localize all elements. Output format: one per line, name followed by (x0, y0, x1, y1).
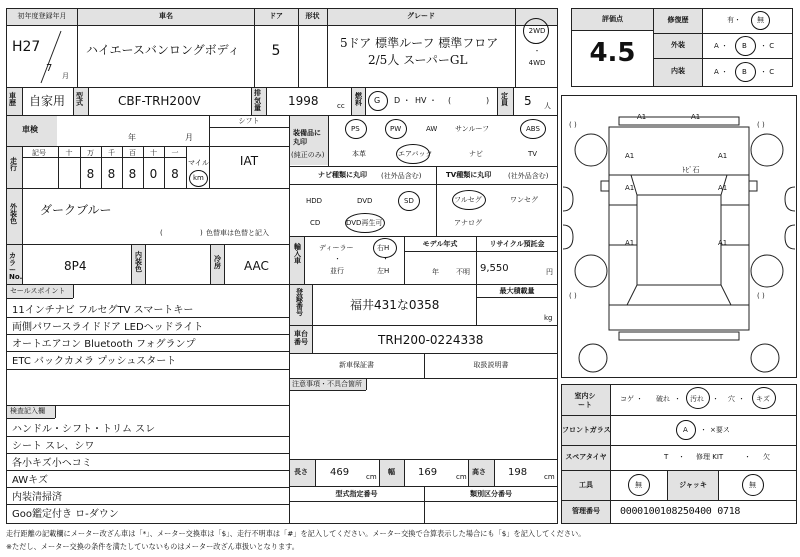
score-label: 評価点 (602, 15, 623, 23)
fuel-option-g: G (374, 96, 381, 105)
import-left-h: 左H (377, 267, 390, 275)
recycle-label: リサイクル預託金 (489, 240, 545, 248)
repair-yes: 有・ (727, 16, 741, 24)
car-name: ハイエースバンロングボディ (86, 43, 240, 57)
inspection-note-5: 内装清掃済 (12, 492, 62, 503)
navi-dvd: DVD (357, 197, 373, 205)
fuel-option-d: D ・ (394, 96, 411, 105)
seat-tear: 破れ (656, 395, 670, 403)
car-name-label: 車名 (159, 12, 173, 20)
category-label: 類別区分番号 (470, 490, 512, 498)
width-unit: cm (456, 473, 467, 481)
inspection-note-3: 各小キズ小ヘコミ (12, 458, 92, 469)
height-value: 198 (508, 467, 528, 478)
model-year-unit: 年 (432, 268, 439, 276)
windshield-a: A (683, 426, 688, 434)
equip-tv: TV (528, 150, 538, 158)
seat-sep-4: ・ (738, 395, 745, 403)
repair-no: 無 (757, 16, 764, 24)
damage-mark-1: A1 (637, 113, 647, 121)
interior-label: 内装 (671, 67, 685, 75)
doors: 5 (271, 43, 281, 59)
recycle-value: 9,550 (480, 263, 509, 274)
svg-text:( ): ( ) (757, 121, 765, 129)
record-label: 記号 (32, 149, 46, 157)
equip-navi: ナビ (469, 150, 483, 158)
spare-missing: 欠 (763, 453, 770, 461)
spare-kit: 修理 KIT (696, 453, 724, 461)
color-no: 8P4 (64, 259, 87, 273)
sales-point-3: オートエアコン Bluetooth フォグランプ (12, 339, 196, 350)
first-reg-month: 7 (46, 63, 53, 74)
ac: AAC (244, 259, 269, 273)
fuel-option-close: ) (486, 96, 490, 105)
damage-mark-5: A1 (625, 184, 635, 192)
tv-sub-label: (社外品含む) (508, 172, 549, 180)
damage-mark-8: A1 (718, 239, 728, 247)
digit-header-1: 万 (87, 149, 94, 157)
reg-slash (35, 27, 65, 87)
digit-header-4: 十 (150, 149, 157, 157)
width-value: 169 (418, 467, 438, 478)
tv-analog: アナログ (454, 219, 482, 227)
exterior-a: A ・ (714, 42, 729, 50)
digit-5: 8 (171, 167, 179, 181)
equip-pw: PW (390, 125, 402, 133)
displacement: 1998 (288, 94, 319, 108)
seat-burn: コゲ (620, 395, 634, 403)
mileage-label: 走行 (10, 157, 17, 172)
damage-mark-3: A1 (625, 152, 635, 160)
navi-sub-label: (社外品含む) (381, 172, 422, 180)
capacity: 5 (524, 94, 532, 108)
seat-sep-2: ・ (674, 395, 681, 403)
inspection-note-4: AWキズ (12, 475, 48, 486)
interior-seat-label: 室内シート (574, 392, 596, 410)
drive-4wd: 4WD (528, 59, 546, 67)
color-paren-open: ( (160, 229, 163, 237)
damage-mark-7: A1 (625, 239, 635, 247)
km-label: km (193, 174, 204, 182)
damage-mark-4: A1 (718, 152, 728, 160)
usage-label: 車歴 (9, 92, 16, 107)
exterior-c: ・ C (760, 42, 775, 50)
import-label: 輸入車 (294, 243, 301, 265)
fuel-label: 燃料 (355, 92, 362, 107)
color-paren-close: ) (200, 229, 203, 237)
tv-fullseg: フルセグ (454, 196, 482, 204)
equip-leather: 本革 (352, 150, 366, 158)
width-label: 幅 (388, 468, 395, 476)
displacement-label: 排気量 (254, 89, 261, 113)
spare-sep-1: ・ (678, 453, 685, 461)
equip-airbag: エアバック (398, 150, 433, 158)
first-reg-year: H27 (12, 39, 41, 55)
height-unit: cm (544, 473, 555, 481)
inspection-year-unit: 年 (128, 133, 136, 142)
equip-sunroof: サンルーフ (455, 125, 490, 133)
windshield-label: フロントガラス (562, 426, 611, 434)
recycle-unit: 円 (546, 268, 553, 276)
color-value: ダークブルー (40, 203, 112, 217)
digit-3: 8 (128, 167, 137, 181)
navi-label: ナビ種類に丸印 (318, 171, 367, 179)
equip-aw: AW (426, 125, 438, 133)
color-label: 外装色 (10, 203, 17, 225)
fuel-option-hv: HV ・ (415, 96, 438, 105)
capacity-label: 定員 (501, 92, 508, 107)
spare-tire-label: スペアタイヤ (565, 453, 607, 461)
damage-mark-2: A1 (691, 113, 701, 121)
grade-line1: 5ドア 標準ルーフ 標準フロア (340, 36, 499, 50)
spare-t: T (664, 453, 669, 461)
navi-cd: CD (310, 219, 321, 227)
digit-2: 8 (107, 167, 116, 181)
fuel-option-other: ( (448, 96, 452, 105)
exterior-b: B (742, 42, 747, 50)
length-label: 長さ (294, 468, 308, 476)
seat-sep-3: ・ (712, 395, 719, 403)
import-separator-2: ・ (382, 255, 389, 263)
door-label: ドア (269, 12, 283, 20)
shift: IAT (239, 154, 259, 168)
ac-label: 冷房 (214, 255, 221, 270)
tools-label: 工具 (579, 481, 593, 489)
kg-unit: kg (544, 314, 553, 322)
windshield-sep: ・ (700, 426, 707, 434)
equipment-label: 装備品に丸印 (293, 129, 321, 147)
mile-label: マイル (188, 159, 209, 167)
model: CBF-TRH200V (118, 94, 201, 108)
notes-label: 注意事項・不具合箇所 (292, 380, 362, 388)
navi-hdd: HDD (306, 197, 323, 205)
cc-unit: cc (337, 102, 345, 110)
digit-1: 8 (86, 167, 95, 181)
damage-mark-6: A1 (718, 184, 728, 192)
registration-value: 福井431な0358 (350, 298, 440, 312)
equipment-sub-label: (純正のみ) (291, 151, 325, 159)
seat-stain: 汚れ (690, 395, 704, 403)
owner-manual: 取扱説明書 (473, 361, 509, 369)
import-right-h: 右H (377, 244, 390, 252)
first-reg-label: 初年度登録年月 (17, 12, 67, 20)
sales-points-label: セールスポイント (10, 287, 66, 295)
windshield-replace: ×要ス (710, 426, 730, 434)
chassis-value: TRH200-0224338 (378, 333, 484, 347)
registration-label: 登録番号 (296, 288, 303, 317)
sales-point-2: 両側パワースライドドア LEDヘッドライト (12, 322, 204, 333)
digit-header-2: 千 (108, 149, 115, 157)
length-unit: cm (366, 473, 377, 481)
interior-c: ・ C (760, 68, 775, 76)
model-year-label: モデル年式 (422, 240, 458, 248)
footer-line1: 走行距離の記載欄にメーター改ざん車は「*」、メーター交換車は「$」、走行不明車は「#」を記入してください。メーター交換で合算表示した場合にも「$」を記入してください。 (6, 529, 586, 538)
digit-4: 0 (149, 167, 158, 181)
grade-line2: 2/5人 スーパーGL (368, 53, 468, 67)
chassis-label: 車台番号 (294, 330, 308, 347)
exterior-label: 外装 (671, 41, 685, 49)
car-diagram (561, 95, 797, 378)
seat-hole: 穴 (728, 395, 735, 403)
usage: 自家用 (29, 94, 66, 108)
digit-header-3: 百 (129, 149, 136, 157)
management-label: 管理番号 (572, 507, 600, 515)
score: 4.5 (589, 38, 636, 68)
digit-header-5: 一 (171, 149, 179, 157)
seat-sep-1: ・ (636, 395, 643, 403)
import-separator: ・ (334, 255, 341, 263)
shape-label: 形状 (305, 12, 320, 20)
interior-b: B (742, 68, 747, 76)
repair-label: 修復歴 (667, 16, 689, 24)
svg-text:( ): ( ) (569, 292, 577, 300)
equip-ps: PS (351, 125, 360, 133)
first-reg-month-unit: 月 (62, 72, 69, 80)
sales-point-1: 11インチナビ フルセグTV スマートキー (12, 305, 194, 316)
inspection-label: 車検 (22, 125, 38, 134)
navi-dvd-play: DVD再生可 (346, 219, 383, 227)
svg-text:( ): ( ) (569, 121, 577, 129)
seat-scratch: キズ (756, 395, 770, 403)
spare-sep-2: ・ (744, 453, 751, 461)
capacity-unit: 人 (544, 102, 551, 110)
tv-oneseg: ワンセグ (510, 196, 538, 204)
damage-mark-stone: ﾄﾋﾞ石 (682, 166, 700, 174)
import-dealer: ディーラー (319, 244, 354, 252)
jack-label: ジャッキ (679, 481, 707, 489)
inspection-note-6: Goo鑑定付き ロ-ダウン (12, 509, 119, 520)
drive-2wd: 2WD (528, 27, 546, 35)
inspection-note-1: ハンドル・シフト・トリム スレ (12, 424, 156, 435)
inspection-notes-label: 検査記入欄 (10, 407, 45, 415)
jack-value: 無 (749, 481, 756, 489)
new-car-warranty: 新車保証書 (339, 361, 374, 369)
inspection-note-2: シート スレ、シワ (12, 441, 95, 452)
navi-sd: SD (404, 197, 414, 205)
interior-a: A ・ (714, 68, 729, 76)
management-value: 0000100108250400 0718 (620, 506, 741, 517)
model-year-unknown: 不明 (456, 268, 470, 276)
max-load-label: 最大積載量 (499, 287, 535, 295)
inspection-month-unit: 月 (185, 133, 193, 142)
svg-text:( ): ( ) (757, 292, 765, 300)
drive-separator: ・ (533, 47, 541, 55)
shift-label: シフト (238, 117, 260, 125)
height-label: 高さ (472, 468, 486, 476)
model-label: 型式 (76, 92, 83, 107)
equip-abs: ABS (526, 125, 540, 133)
color-no-label: カラーNo. (9, 252, 23, 281)
sales-point-4: ETC バックカメラ プッシュスタート (12, 356, 177, 367)
color-note: 色替車は色替と記入 (206, 229, 269, 237)
tv-label: TV種類に丸印 (446, 171, 492, 179)
import-parallel: 並行 (330, 267, 344, 275)
type-designation-label: 型式指定番号 (335, 490, 378, 498)
length-value: 469 (330, 467, 350, 478)
interior-color-label: 内装色 (135, 251, 142, 273)
footer-line2: ※ただし、メーター交換の条件を満たしていないものはメーター改ざん車扱いとなります。 (6, 542, 299, 551)
tools-value: 無 (635, 481, 642, 489)
digit-header-0: 十 (65, 149, 73, 157)
grade-label: グレード (407, 12, 435, 20)
